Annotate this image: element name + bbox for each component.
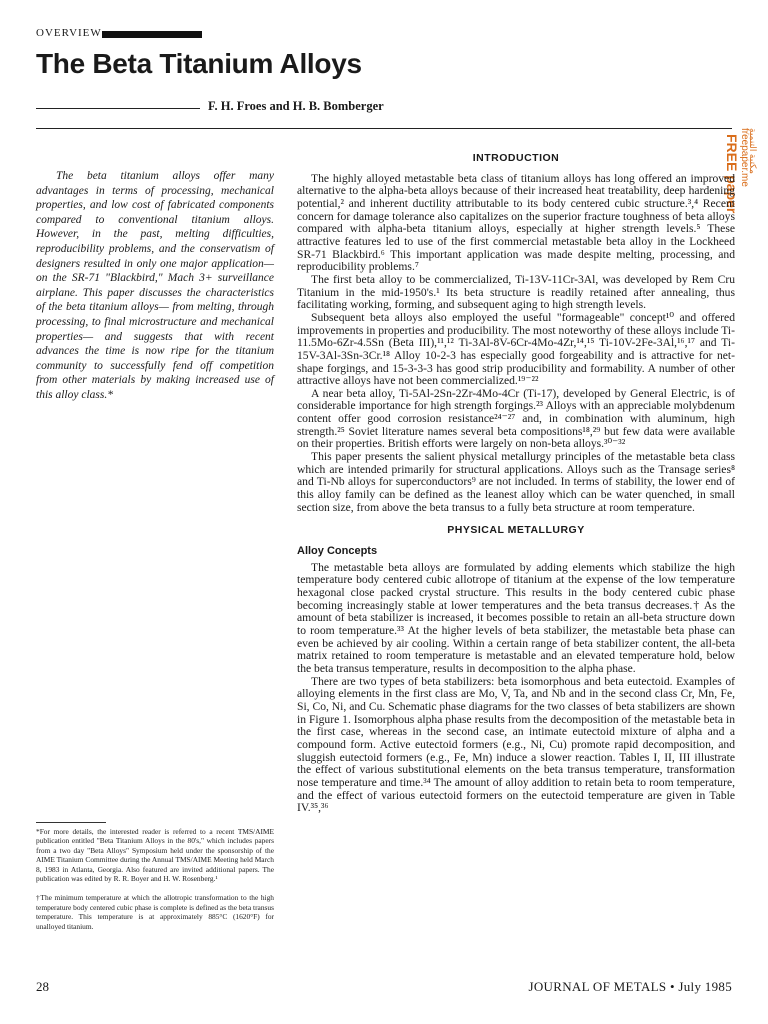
watermark-free: FREE paper (724, 134, 740, 214)
intro-paragraph: This paper presents the salient physical metallurgy principles of the metastable beta class which are intended primarily for structural applications. Alloys such as the Transage series⁸ and Ti-Nb alloys for superconductors⁹ are not included. In terms of stability, the lower end of this alloy family can be defined as the leanest alloy which can be water quenched, in small section size, from above the beta transus to a fully beta structure at room temperature. (297, 450, 735, 514)
intro-paragraph: The highly alloyed metastable beta class of titanium alloys has long offered an improved alternative to the alpha-beta alloys because of their increased heat treatability, deep hardening potential,² and inherent ductility attributable to its body centered cubic structure.³,⁴ Recent concern for damage tolerance also capitalizes on the superior fracture toughness of beta alloys compared with alpha-beta titanium alloys, especially at higher strength levels.⁵ These attractive features led to use of the first commercial metastable beta alloy in the Lockheed SR-71 Blackbird.⁶ This important application was made despite melting, processing, and reproducibility problems.⁷ (297, 171, 735, 274)
section-label-bar (102, 31, 202, 38)
physical-metallurgy-heading: PHYSICAL METALLURGY (447, 524, 585, 537)
footnote-symposium: *For more details, the interested reader is referred to a recent TMS/AIME publication entitled "Beta Titanium Alloys in the 80's," which includes papers from a two day "Beta Alloys" Symposium held under the sponsorship of the AIME Titanium Committee during the Annual TMS/AIME Meeting held March 8, 1983 in Atlanta, Georgia. Also featured are invited additional papers. The publication was edited by R. R. Boyer and H. W. Rosenberg.¹ (36, 827, 274, 884)
page-number: 28 (36, 979, 49, 994)
footnotes (36, 822, 274, 941)
intro-paragraph: Subsequent beta alloys also employed the useful "formageable" concept¹⁰ and offered improvements in properties and producibility. The most noteworthy of these alloys include Ti-11.5Mo-6Zr-4.5Sn (Beta III),¹¹,¹² Ti-3Al-8V-6Cr-4Mo-4Zr,¹⁴,¹⁵ Ti-10V-2Fe-3Al,¹⁶,¹⁷ and Ti-15V-3Al-3Sn-3Cr.¹⁸ Alloy 10-2-3 has especially good forgeability and is attractive for net-shape forgings, and 15-3-3-3 has good strip producibility and formability. A number of other attractive alloys have not been commercialized.¹⁹⁻²² (297, 310, 735, 388)
footnote-beta-transus: †The minimum temperature at which the allotropic transformation to the high temperature body centered cubic phase is complete is defined as the beta transus temperature. This temperature is at approximately 885°C (1620°F) for unalloyed titanium. (36, 893, 274, 931)
watermark-arabic: مكتبة التنمية (748, 128, 758, 174)
authors: F. H. Froes and H. B. Bomberger (208, 99, 384, 113)
footnote-rule (36, 822, 106, 823)
journal-footer: JOURNAL OF METALS • July 1985 (528, 979, 732, 994)
intro-paragraph: The first beta alloy to be commercialized, Ti-13V-11Cr-3Al, was developed by Rem Cru Titanium in the mid-1950's.¹ Its beta structure is readily retained after annealing, thus facilitating working, forming, and subsequent aging to high strength levels. (297, 272, 735, 312)
main-text-column (297, 150, 735, 815)
section-label: OVERVIEW (36, 27, 102, 39)
watermark-logo (724, 128, 762, 248)
alloy-concepts-paragraph: The metastable beta alloys are formulated by adding elements which stabilize the high temperature body centered cubic allotrope of titanium at the expense of the low temperature hexagonal close packed crystal structure. This results in the body centered cubic phase becoming increasingly stable at lower temperatures and the beta transus decreases.† As the amount of beta stabilizer is increased, it becomes possible to retain an all-beta structure down to room temperature.³³ At the higher levels of beta stabilizer, the metastable beta phase can even be achieved by air cooling. Within a certain range of beta stabilizer content, the all-beta matrix retained to room temperature is metastable and an elevated temperature hold, below the beta transus temperature, results in decomposition to the alpha phase. (297, 560, 735, 675)
alloy-concepts-heading: Alloy Concepts (297, 545, 378, 558)
abstract: The beta titanium alloys offer many advantages in terms of processing, mechanical properties, and low cost of fabricated components compared to conventional titanium alloys. However, in the past, melting difficulties, reproducibility problems, and the conservatism of designers resulted in only one major application—on the SR-71 "Blackbird," Mach 3+ surveillance airplane. This paper discusses the characteristics of the beta titanium alloys— from melting, through processing, to final microstructure and mechanical properties— and suggests that with recent advances the time is now ripe for the titanium community to successfully fend off competition from other materials by making increased use of this alloy class.* (36, 170, 274, 401)
intro-paragraph: A near beta alloy, Ti-5Al-2Sn-2Zr-4Mo-4Cr (Ti-17), developed by General Electric, is of considerable importance for high strength forgings.²³ Alloys with an appreciable molybdenum content offer good corrosion resistance²⁴⁻²⁷ and, in combination with aluminum, high strength.²⁵ Soviet literature names several beta compositions¹⁸,²⁹ but few data were available on their properties. British efforts were largely on non-beta alloys.³⁰⁻³² (297, 386, 735, 451)
header-divider (36, 128, 732, 129)
byline-rule (36, 108, 200, 109)
introduction-heading: INTRODUCTION (472, 152, 560, 164)
alloy-concepts-paragraph: There are two types of beta stabilizers: beta isomorphous and beta eutectoid. Examples of alloying elements in the first class are Mo, V, Ta, and Nb and in the second class Cr, Mn, Fe, Si, Co, Ni, and Cu. Schematic phase diagrams for the two classes of beta stabilizers are shown in Figure 1. Isomorphous alpha phase results from the decomposition of the metastable beta in the first case, whereas in the second case, an intimate eutectoid mixture of alpha and a compound form. Active eutectoid formers (e.g., Ni, Cu) promote rapid decomposition, and sluggish eutectoid formers (e.g., Fe, Mn) induce a slower reaction. Tables I, II, III illustrate the effect of various substitutional elements on the beta transus temperature, transformation nose temperature and time.³⁴ The amount of alloy addition to retain beta to room temperature, and the effect of various eutectoid formers on the eutectoid temperature are given in Table IV.³⁵,³⁶ (297, 674, 735, 815)
watermark-site: freepaper.me (739, 128, 750, 187)
article-title: The Beta Titanium Alloys (36, 48, 362, 79)
